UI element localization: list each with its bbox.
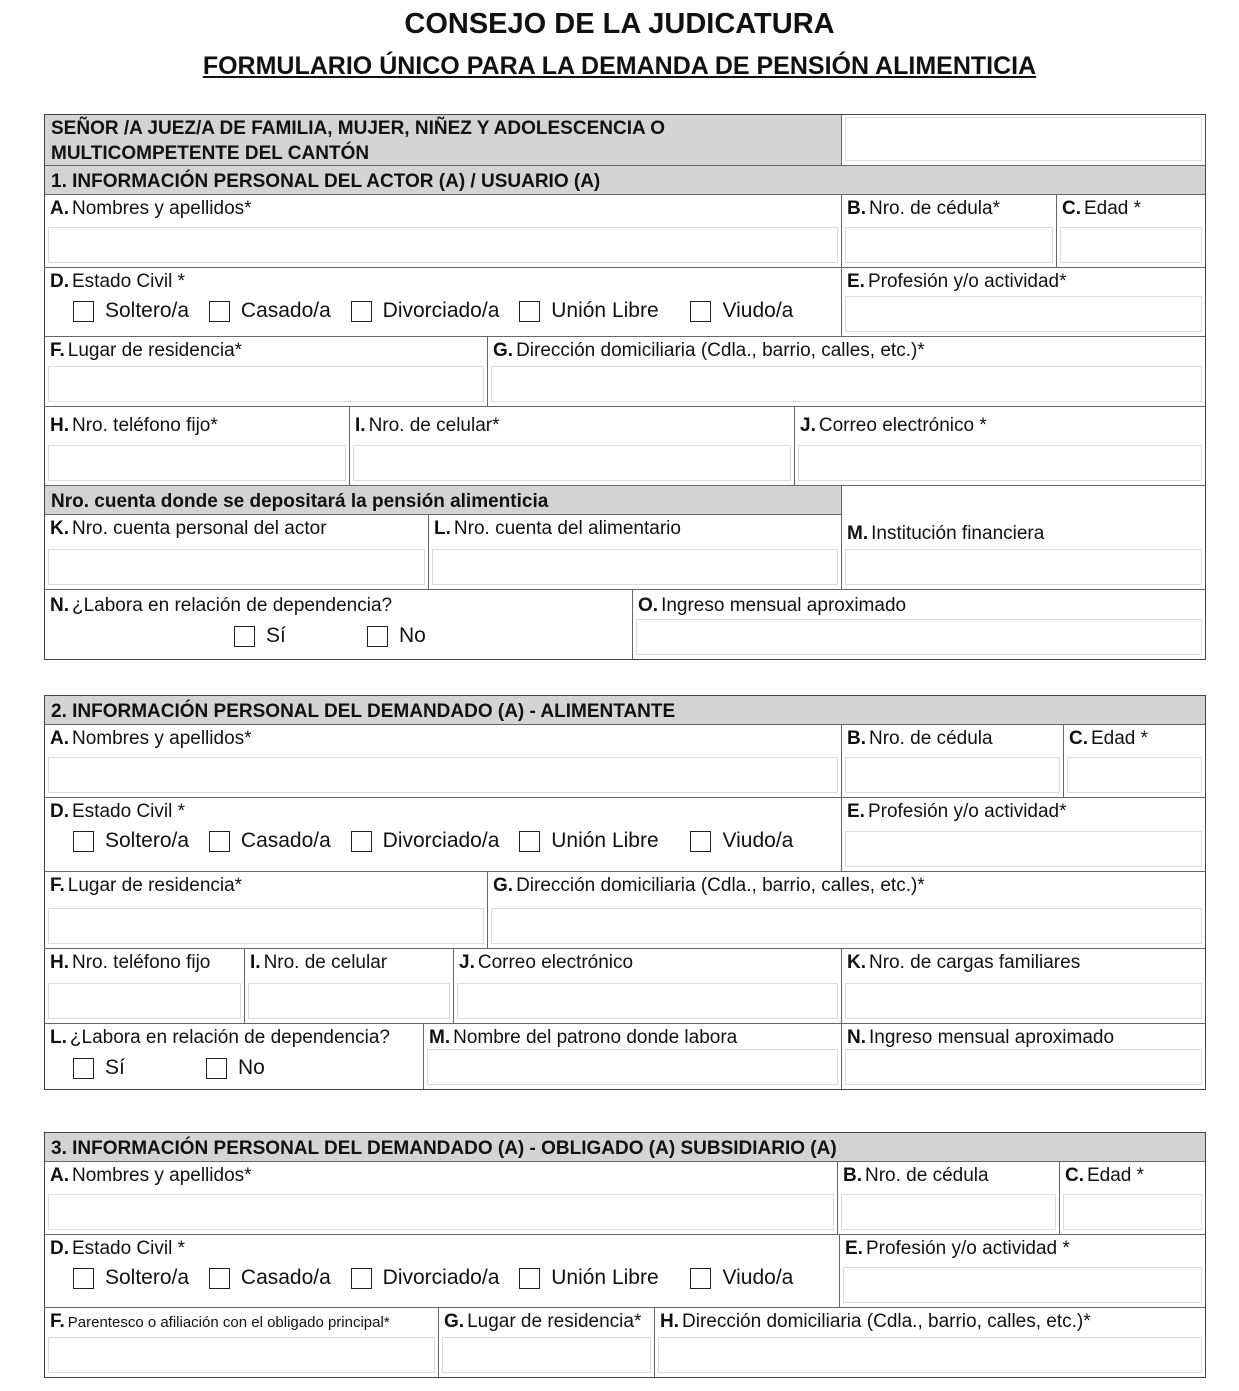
option-label: Soltero/a xyxy=(105,1266,190,1289)
s1-actor-account-input[interactable] xyxy=(48,549,425,585)
field-letter: C. xyxy=(1069,728,1088,749)
s3-age-label: Edad * xyxy=(1087,1165,1145,1186)
option-label: Unión Libre xyxy=(551,299,659,322)
s1-beneficiary-account-cell xyxy=(429,515,842,590)
s3-civil-status-cell xyxy=(45,1235,840,1308)
s2-dependents-input[interactable] xyxy=(845,983,1202,1019)
s3-name-label: Nombres y apellidos* xyxy=(72,1165,252,1186)
court-header xyxy=(45,115,842,166)
option-label: Soltero/a xyxy=(105,829,190,852)
s1-profession-label: Profesión y/o actividad* xyxy=(867,271,1067,292)
field-letter: B. xyxy=(847,198,866,219)
s2-free-union-checkbox[interactable] xyxy=(519,831,540,852)
s3-residence-label: Lugar de residencia* xyxy=(467,1311,642,1332)
s1-age-cell xyxy=(1057,195,1205,268)
section-3-subsidiary xyxy=(44,1132,1206,1378)
option-label: Casado/a xyxy=(240,829,331,852)
s3-age-cell xyxy=(1060,1162,1205,1235)
s3-residence-input[interactable] xyxy=(442,1337,651,1373)
s2-employer-input[interactable] xyxy=(427,1049,838,1085)
s1-civil-status-options xyxy=(73,299,807,328)
s3-id-cell xyxy=(838,1162,1060,1235)
s1-widowed-checkbox[interactable] xyxy=(690,301,711,322)
s3-address-label: Dirección domiciliaria (Cdla., barrio, calles, etc.)* xyxy=(682,1311,1091,1332)
s1-employment-no-checkbox[interactable] xyxy=(367,626,388,647)
s1-income-input[interactable] xyxy=(636,619,1202,655)
field-letter: H. xyxy=(50,415,69,436)
section-3-header xyxy=(45,1133,1205,1162)
court-canton-input[interactable] xyxy=(845,117,1202,161)
s1-actor-account-cell xyxy=(45,515,429,590)
section-2-title: 2. INFORMACIÓN PERSONAL DEL DEMANDADO (A) - ALIMENTANTE xyxy=(51,701,676,722)
field-letter: C. xyxy=(1065,1165,1084,1186)
section-2-header xyxy=(45,696,1205,725)
option-label: Casado/a xyxy=(240,299,331,322)
field-letter: L. xyxy=(50,1027,67,1048)
s3-id-label: Nro. de cédula xyxy=(865,1165,989,1186)
s2-age-cell xyxy=(1064,725,1205,798)
s1-address-label: Dirección domiciliaria (Cdla., barrio, calles, etc.)* xyxy=(516,340,925,361)
s3-divorced-checkbox[interactable] xyxy=(351,1268,372,1289)
s2-employment-yes-checkbox[interactable] xyxy=(73,1058,94,1079)
field-letter: L. xyxy=(434,518,451,539)
s3-residence-cell xyxy=(439,1308,655,1377)
s2-email-cell xyxy=(454,949,842,1024)
option-label: Viudo/a xyxy=(722,299,794,322)
section-2-defendant xyxy=(44,695,1206,1090)
s2-mobile-cell xyxy=(245,949,454,1024)
s1-residence-label: Lugar de residencia* xyxy=(67,340,243,361)
s2-married-checkbox[interactable] xyxy=(209,831,230,852)
option-label: Divorciado/a xyxy=(382,1266,500,1289)
s1-income-cell xyxy=(633,590,1205,659)
s1-age-input[interactable] xyxy=(1060,227,1202,263)
s2-income-cell xyxy=(842,1024,1205,1089)
option-label: Viudo/a xyxy=(722,1266,794,1289)
field-letter: J. xyxy=(800,415,816,436)
s2-address-label: Dirección domiciliaria (Cdla., barrio, calles, etc.)* xyxy=(516,875,925,896)
field-letter: O. xyxy=(638,595,659,616)
s2-age-input[interactable] xyxy=(1067,757,1202,793)
s2-civil-status-cell xyxy=(45,798,842,872)
s1-name-cell xyxy=(45,195,842,268)
s3-profession-label: Profesión y/o actividad * xyxy=(865,1238,1070,1259)
s3-address-input[interactable] xyxy=(658,1337,1202,1373)
field-letter: N. xyxy=(847,1027,866,1048)
field-letter: M. xyxy=(429,1027,451,1048)
s3-widowed-checkbox[interactable] xyxy=(690,1268,711,1289)
s1-civil-status-label: Estado Civil * xyxy=(72,271,185,292)
s2-id-input[interactable] xyxy=(845,757,1060,793)
s3-profession-input[interactable] xyxy=(843,1267,1202,1303)
s1-mobile-cell xyxy=(350,407,795,486)
section-1-header xyxy=(45,166,1205,195)
s1-age-label: Edad * xyxy=(1084,198,1142,219)
s2-single-checkbox[interactable] xyxy=(73,831,94,852)
s1-id-cell xyxy=(842,195,1057,268)
s2-id-cell xyxy=(842,725,1064,798)
s2-address-cell xyxy=(488,872,1205,949)
s1-address-cell xyxy=(488,337,1205,407)
s1-institution-label: Institución financiera xyxy=(871,523,1045,544)
s2-profession-cell xyxy=(842,798,1205,872)
option-label: Divorciado/a xyxy=(382,299,500,322)
field-letter: F. xyxy=(50,875,65,896)
s1-residence-input[interactable] xyxy=(48,366,484,402)
s2-phone-label: Nro. teléfono fijo xyxy=(72,952,211,973)
s2-employer-label: Nombre del patrono donde labora xyxy=(453,1027,738,1048)
s2-employer-cell xyxy=(424,1024,842,1089)
field-letter: N. xyxy=(50,595,69,616)
s2-address-input[interactable] xyxy=(491,908,1202,944)
s2-civil-status-label: Estado Civil * xyxy=(72,801,185,822)
s1-married-checkbox[interactable] xyxy=(209,301,230,322)
s1-income-label: Ingreso mensual aproximado xyxy=(661,595,907,616)
option-label: Viudo/a xyxy=(722,829,794,852)
field-letter: B. xyxy=(847,728,866,749)
s1-phone-input[interactable] xyxy=(48,445,346,481)
s2-age-label: Edad * xyxy=(1091,728,1149,749)
field-letter: K. xyxy=(50,518,69,539)
form-issuer-title: CONSEJO DE LA JUDICATURA xyxy=(404,8,835,40)
s3-free-union-checkbox[interactable] xyxy=(519,1268,540,1289)
option-label: Unión Libre xyxy=(551,829,659,852)
s2-residence-label: Lugar de residencia* xyxy=(67,875,243,896)
s2-civil-status-options xyxy=(73,829,807,858)
s1-email-cell xyxy=(795,407,1205,486)
field-letter: E. xyxy=(845,1238,863,1259)
option-label: Divorciado/a xyxy=(382,829,500,852)
option-label: Sí xyxy=(266,624,286,647)
field-letter: H. xyxy=(660,1311,679,1332)
section-3-title: 3. INFORMACIÓN PERSONAL DEL DEMANDADO (A) - OBLIGADO (A) SUBSIDIARIO (A) xyxy=(51,1138,837,1159)
s2-mobile-label: Nro. de celular xyxy=(263,952,388,973)
s1-mobile-input[interactable] xyxy=(353,445,791,481)
field-letter: G. xyxy=(444,1311,465,1332)
s3-civil-status-label: Estado Civil * xyxy=(72,1238,185,1259)
s1-employment-cell xyxy=(45,590,633,659)
field-letter: B. xyxy=(843,1165,862,1186)
s1-institution-input[interactable] xyxy=(845,549,1202,585)
s1-beneficiary-account-label: Nro. cuenta del alimentario xyxy=(453,518,681,539)
field-letter: M. xyxy=(847,523,869,544)
s3-kinship-cell xyxy=(45,1308,439,1377)
s2-dependents-label: Nro. de cargas familiares xyxy=(869,952,1081,973)
s2-phone-cell xyxy=(45,949,245,1024)
s2-employment-yes xyxy=(73,1056,125,1080)
s2-id-label: Nro. de cédula xyxy=(869,728,993,749)
s1-phone-label: Nro. teléfono fijo* xyxy=(72,415,218,436)
s3-single-checkbox[interactable] xyxy=(73,1268,94,1289)
field-letter: E. xyxy=(847,271,865,292)
form-title: FORMULARIO ÚNICO PARA LA DEMANDA DE PENSIÓN ALIMENTICIA xyxy=(202,52,1037,80)
court-canton-cell xyxy=(842,115,1205,166)
s3-profession-cell xyxy=(840,1235,1205,1308)
s2-employment-label: ¿Labora en relación de dependencia? xyxy=(69,1027,390,1048)
s1-actor-account-label: Nro. cuenta personal del actor xyxy=(72,518,327,539)
s2-name-cell xyxy=(45,725,842,798)
s2-residence-cell xyxy=(45,872,488,949)
s2-name-input[interactable] xyxy=(48,757,838,793)
s1-profession-cell xyxy=(842,268,1205,337)
s1-single-checkbox[interactable] xyxy=(73,301,94,322)
s2-divorced-checkbox[interactable] xyxy=(351,831,372,852)
s1-beneficiary-account-input[interactable] xyxy=(432,549,838,585)
s1-residence-cell xyxy=(45,337,488,407)
s3-married-checkbox[interactable] xyxy=(209,1268,230,1289)
field-letter: K. xyxy=(847,952,866,973)
field-letter: F. xyxy=(50,340,65,361)
field-letter: I. xyxy=(355,415,366,436)
s2-income-input[interactable] xyxy=(845,1049,1202,1085)
s2-employment-no-checkbox[interactable] xyxy=(206,1058,227,1079)
s1-address-input[interactable] xyxy=(491,366,1202,402)
s3-kinship-input[interactable] xyxy=(48,1337,435,1373)
s2-phone-input[interactable] xyxy=(48,983,241,1019)
option-label: No xyxy=(399,624,426,647)
field-letter: C. xyxy=(1062,198,1081,219)
option-label: Casado/a xyxy=(240,1266,331,1289)
s1-email-label: Correo electrónico * xyxy=(818,415,987,436)
s3-address-cell xyxy=(655,1308,1205,1377)
s1-profession-input[interactable] xyxy=(845,296,1202,332)
field-letter: A. xyxy=(50,198,69,219)
s1-divorced-checkbox[interactable] xyxy=(351,301,372,322)
s2-income-label: Ingreso mensual aproximado xyxy=(869,1027,1115,1048)
s2-employment-cell xyxy=(45,1024,424,1089)
s3-civil-status-options xyxy=(73,1266,807,1295)
field-letter: F. xyxy=(50,1311,65,1332)
s1-account-title: Nro. cuenta donde se depositará la pensión alimenticia xyxy=(51,491,549,512)
field-letter: A. xyxy=(50,728,69,749)
s2-employment-no xyxy=(206,1056,265,1080)
option-label: Soltero/a xyxy=(105,299,190,322)
field-letter: D. xyxy=(50,271,69,292)
s3-id-input[interactable] xyxy=(841,1194,1056,1230)
s1-mobile-label: Nro. de celular* xyxy=(368,415,500,436)
s1-id-input[interactable] xyxy=(845,227,1053,263)
section-1-title: 1. INFORMACIÓN PERSONAL DEL ACTOR (A) / USUARIO (A) xyxy=(51,171,601,192)
field-letter: H. xyxy=(50,952,69,973)
option-label: Unión Libre xyxy=(551,1266,659,1289)
s2-profession-input[interactable] xyxy=(845,831,1202,867)
field-letter: G. xyxy=(493,340,514,361)
s2-email-label: Correo electrónico xyxy=(477,952,634,973)
field-letter: E. xyxy=(847,801,865,822)
s1-id-label: Nro. de cédula* xyxy=(869,198,1000,219)
s1-name-input[interactable] xyxy=(48,227,838,263)
s1-email-input[interactable] xyxy=(798,445,1202,481)
s2-email-input[interactable] xyxy=(457,983,838,1019)
field-letter: J. xyxy=(459,952,475,973)
s3-kinship-label: Parentesco o afiliación con el obligado principal* xyxy=(67,1314,390,1331)
court-line-2: MULTICOMPETENTE DEL CANTÓN xyxy=(51,143,370,164)
s1-institution-cell xyxy=(842,486,1205,590)
field-letter: A. xyxy=(50,1165,69,1186)
field-letter: G. xyxy=(493,875,514,896)
s2-residence-input[interactable] xyxy=(48,908,484,944)
field-letter: D. xyxy=(50,1238,69,1259)
s1-employment-yes-checkbox[interactable] xyxy=(234,626,255,647)
s2-dependents-cell xyxy=(842,949,1205,1024)
s1-name-label: Nombres y apellidos* xyxy=(72,198,252,219)
s2-widowed-checkbox[interactable] xyxy=(690,831,711,852)
s3-name-cell xyxy=(45,1162,838,1235)
s1-phone-cell xyxy=(45,407,350,486)
section-1-actor xyxy=(44,114,1206,660)
s1-employment-yes xyxy=(234,624,286,648)
field-letter: D. xyxy=(50,801,69,822)
s2-name-label: Nombres y apellidos* xyxy=(72,728,252,749)
field-letter: I. xyxy=(250,952,261,973)
s3-age-input[interactable] xyxy=(1063,1194,1202,1230)
s1-employment-label: ¿Labora en relación de dependencia? xyxy=(72,595,393,616)
s1-employment-no xyxy=(367,624,426,648)
s2-profession-label: Profesión y/o actividad* xyxy=(867,801,1067,822)
option-label: No xyxy=(238,1056,265,1079)
option-label: Sí xyxy=(105,1056,125,1079)
s1-free-union-checkbox[interactable] xyxy=(519,301,540,322)
s3-name-input[interactable] xyxy=(48,1194,834,1230)
court-line-1: SEÑOR /A JUEZ/A DE FAMILIA, MUJER, NIÑEZ Y ADOLESCENCIA O xyxy=(51,118,666,139)
s2-mobile-input[interactable] xyxy=(248,983,450,1019)
s1-account-header xyxy=(45,486,842,515)
s1-civil-status-cell xyxy=(45,268,842,337)
